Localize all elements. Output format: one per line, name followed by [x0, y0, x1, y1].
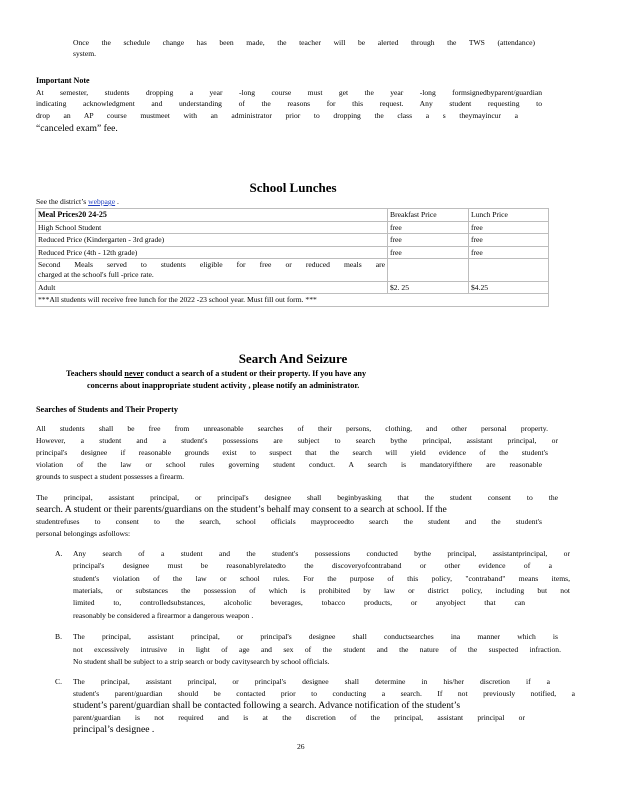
teachers-intro-line-1 — [66, 369, 546, 379]
meal-category: Reduced Price (4th - 12th grade) — [36, 246, 388, 259]
item-a-line-5: limited to, controlledsubstances, alcoholic beverages, tobacco products, or anyobject that can — [73, 598, 525, 607]
search-para2-line-4: personal belongings asfollows: — [36, 529, 131, 538]
district-webpage-line — [36, 197, 119, 207]
item-b-line-2: not excessively intrusive in light of age and sex of the student and the nature of the suspected infraction. — [73, 645, 561, 654]
item-a-line-1: Any search of a student and the student's possessions conducted bythe principal, assistantprincipal, or — [73, 549, 570, 558]
breakfast-price: free — [388, 221, 469, 234]
important-note-line-3: drop an AP course mustmeet with an administrator prior to dropping the class a s theymayincur a — [36, 111, 518, 120]
table-header-row — [36, 209, 549, 222]
district-webpage-link[interactable]: webpage — [88, 197, 116, 206]
table-row — [36, 234, 549, 247]
lunch-price: free — [469, 234, 549, 247]
item-c-line-4: parent/guardian is not required and is at the discretion of the principal, assistant principal or — [73, 713, 525, 722]
item-c-line-2: student's parent/guardian should be contacted prior to conducting a search. If not previously notified, a — [73, 689, 575, 698]
search-para2-line-1: The principal, assistant principal, or principal's designee shall beginbyasking that the student consent to the — [36, 493, 558, 502]
breakfast-price: free — [388, 246, 469, 259]
see-district-text: See the district’s — [36, 197, 87, 206]
lunch-price — [469, 259, 549, 281]
important-note-last-line: “canceled exam” fee. — [36, 123, 118, 134]
important-note-heading: Important Note — [36, 76, 90, 85]
search-and-seizure-heading: Search And Seizure — [238, 351, 348, 366]
search-para1-line-4: violation of the law or school rules governing student conduct. A search is mandatoryifthere are reasonable — [36, 460, 542, 469]
search-para1-line-3: principal's designee if reasonable grounds exist to suspect that the search will yield evidence of the student's — [36, 448, 548, 457]
bullet-line-2: system. — [73, 49, 96, 58]
list-item-letter: B. — [55, 632, 62, 641]
meal-prices-header: Meal Prices20 24-25 — [36, 209, 388, 222]
table-row — [36, 246, 549, 259]
item-b-line-1: The principal, assistant principal, or principal's designee shall conductsearches ina manner which is — [73, 632, 558, 641]
free-lunch-footnote: ***All students will receive free lunch for the 2022 -23 school year. Must fill out form. *** — [36, 294, 549, 307]
searches-subheading: Searches of Students and Their Property — [36, 405, 179, 414]
table-row — [36, 221, 549, 234]
table-row — [36, 259, 549, 281]
item-a-line-2: principal's designee must be reasonablyrelatedto the discoveryofcontraband or other evidence of a — [73, 561, 552, 570]
meal-prices-table — [35, 208, 549, 307]
table-row — [36, 281, 549, 294]
item-b-last: No student shall be subject to a strip search or body cavitysearch by school officials. — [73, 657, 330, 666]
item-c-last: principal’s designee . — [73, 724, 155, 735]
item-c-line-3: student’s parent/guardian shall be contacted following a search. Advance notification of the student’s — [73, 700, 461, 711]
second-meals-line-2: charged at the school's full -price rate. — [38, 269, 154, 279]
breakfast-price: free — [388, 234, 469, 247]
search-para1-line-2: However, a student and a student's possessions are subject to search bythe principal, assistant principal, or — [36, 436, 558, 445]
breakfast-price-header: Breakfast Price — [388, 209, 469, 222]
lunch-price: free — [469, 221, 549, 234]
search-para2-line-2: search. A student or their parents/guardians on the student’s behalf may consent to a search at school. If the — [36, 504, 447, 515]
item-a-line-3: student's violation of the law or school rules. For the purpose of this policy, "contraband" means items, — [73, 574, 570, 583]
intro-text: Teachers should — [66, 369, 123, 378]
item-a-last: reasonably be considered a firearmor a dangerous weapon . — [73, 611, 254, 620]
lunch-price-header: Lunch Price — [469, 209, 549, 222]
school-lunches-heading: School Lunches — [249, 180, 337, 195]
lunch-price: free — [469, 246, 549, 259]
breakfast-price — [388, 259, 469, 281]
page-number: 26 — [297, 742, 305, 751]
see-district-period: . — [117, 197, 119, 206]
table-footnote-row — [36, 294, 549, 307]
intro-text: conduct a search of a student or their property. If you have any — [145, 369, 367, 378]
breakfast-price: $2. 25 — [388, 281, 469, 294]
important-note-line-2: indicating acknowledgment and understanding of the reasons for this request. Any student requesting to — [36, 99, 542, 108]
meal-category — [36, 259, 388, 281]
list-item-letter: A. — [55, 549, 63, 558]
intro-never: never — [124, 369, 144, 378]
item-a-line-4: materials, or substances the possession of which is prohibited by law or district policy, including but not — [73, 586, 570, 595]
meal-category: Reduced Price (Kindergarten - 3rd grade) — [36, 234, 388, 247]
teachers-intro-line-2: concerns about inappropriate student activity , please notify an administrator. — [87, 381, 360, 390]
item-c-line-1: The principal, assistant principal, or principal's designee shall determine in his/her discretion if a — [73, 677, 550, 686]
second-meals-line-1: Second Meals served to students eligible for free or reduced meals are — [38, 260, 385, 270]
meal-category: Adult — [36, 281, 388, 294]
lunch-price: $4.25 — [469, 281, 549, 294]
search-para1-last: grounds to suspect a student possesses a firearm. — [36, 472, 185, 481]
list-item-letter: C. — [55, 677, 62, 686]
important-note-line-1: At semester, students dropping a year -long course must get the year -long formsignedbyparent/guardian — [36, 88, 542, 97]
bullet-line-1: Once the schedule change has been made, the teacher will be alerted through the TWS (attendance) — [73, 38, 535, 47]
meal-category: High School Student — [36, 221, 388, 234]
search-para1-line-1: All students shall be free from unreasonable searches of their persons, clothing, and other personal property. — [36, 424, 548, 433]
search-para2-line-3: studentrefuses to consent to the search, school officials mayproceedto search the student and the student's — [36, 517, 542, 526]
